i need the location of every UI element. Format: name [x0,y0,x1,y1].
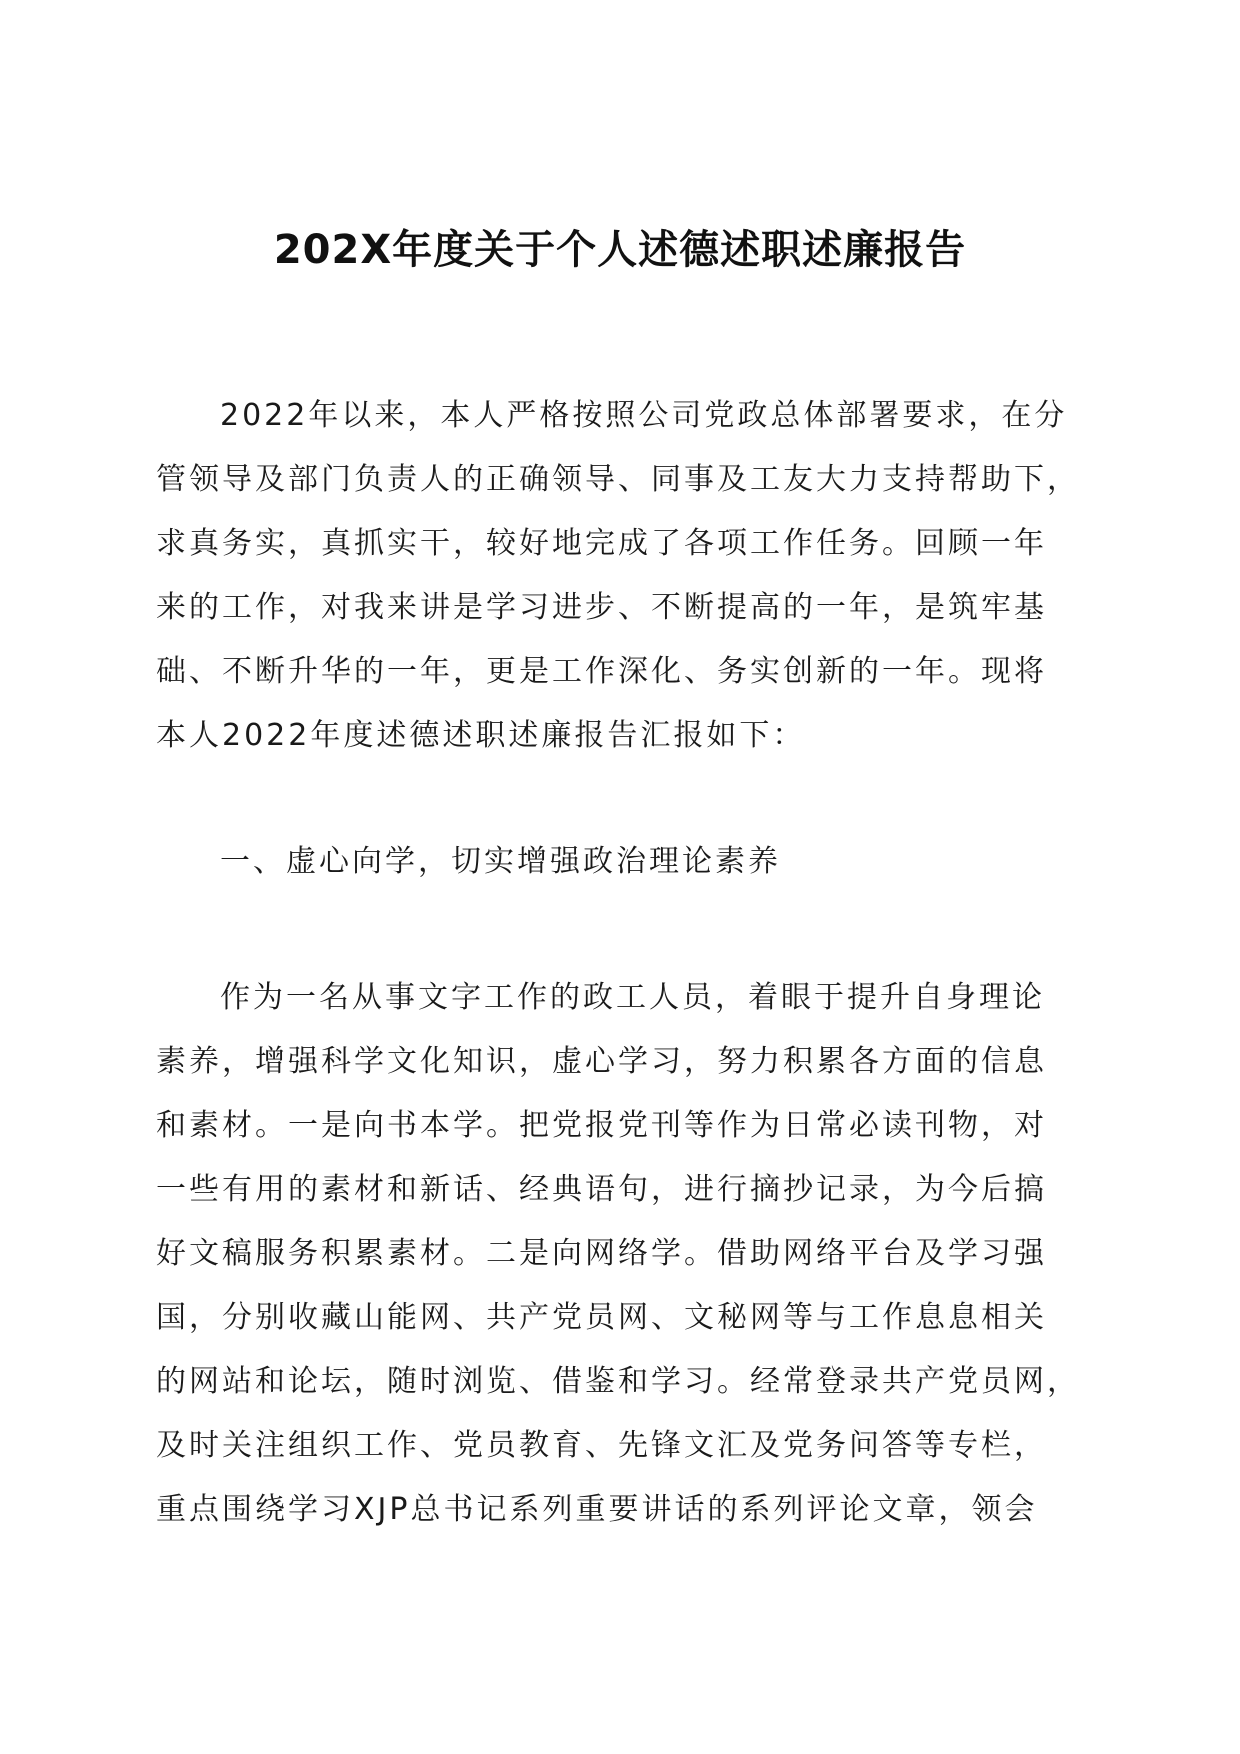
paragraph-line: 2022年以来，本人严格按照公司党政总体部署要求，在分 [220,398,1068,433]
paragraph-line: 重点围绕学习XJP总书记系列重要讲话的系列评论文章，领会 [156,1492,1038,1527]
document-title: 202X年度关于个人述德述职述廉报告 [273,227,967,273]
paragraph-line: 一些有用的素材和新话、经典语句，进行摘抄记录，为今后搞 [156,1172,1047,1207]
paragraph-line: 来的工作，对我来讲是学习进步、不断提高的一年，是筑牢基 [156,590,1047,625]
paragraph-line: 和素材。一是向书本学。把党报党刊等作为日常必读刊物，对 [156,1108,1047,1143]
paragraph-line: 及时关注组织工作、党员教育、先锋文汇及党务问答等专栏， [156,1428,1047,1463]
paragraph-line: 素养，增强科学文化知识，虚心学习，努力积累各方面的信息 [156,1044,1047,1079]
paragraph-line: 础、不断升华的一年，更是工作深化、务实创新的一年。现将 [156,654,1047,689]
paragraph-line: 管领导及部门负责人的正确领导、同事及工友大力支持帮助下， [156,462,1080,497]
paragraph-line: 本人2022年度述德述职述廉报告汇报如下： [156,718,806,753]
paragraph-line: 作为一名从事文字工作的政工人员，着眼于提升自身理论 [220,980,1045,1015]
section-1-heading-block [156,830,1086,894]
paragraph-line: 的网站和论坛，随时浏览、借鉴和学习。经常登录共产党员网， [156,1364,1080,1399]
section-1-heading: 一、虚心向学，切实增强政治理论素养 [220,844,781,879]
paragraph-line: 国，分别收藏山能网、共产党员网、文秘网等与工作息息相关 [156,1300,1047,1335]
section-1-paragraph [156,966,1086,1542]
intro-paragraph [156,384,1086,768]
paragraph-line: 求真务实，真抓实干，较好地完成了各项工作任务。回顾一年 [156,526,1047,561]
paragraph-line: 好文稿服务积累素材。二是向网络学。借助网络平台及学习强 [156,1236,1047,1271]
